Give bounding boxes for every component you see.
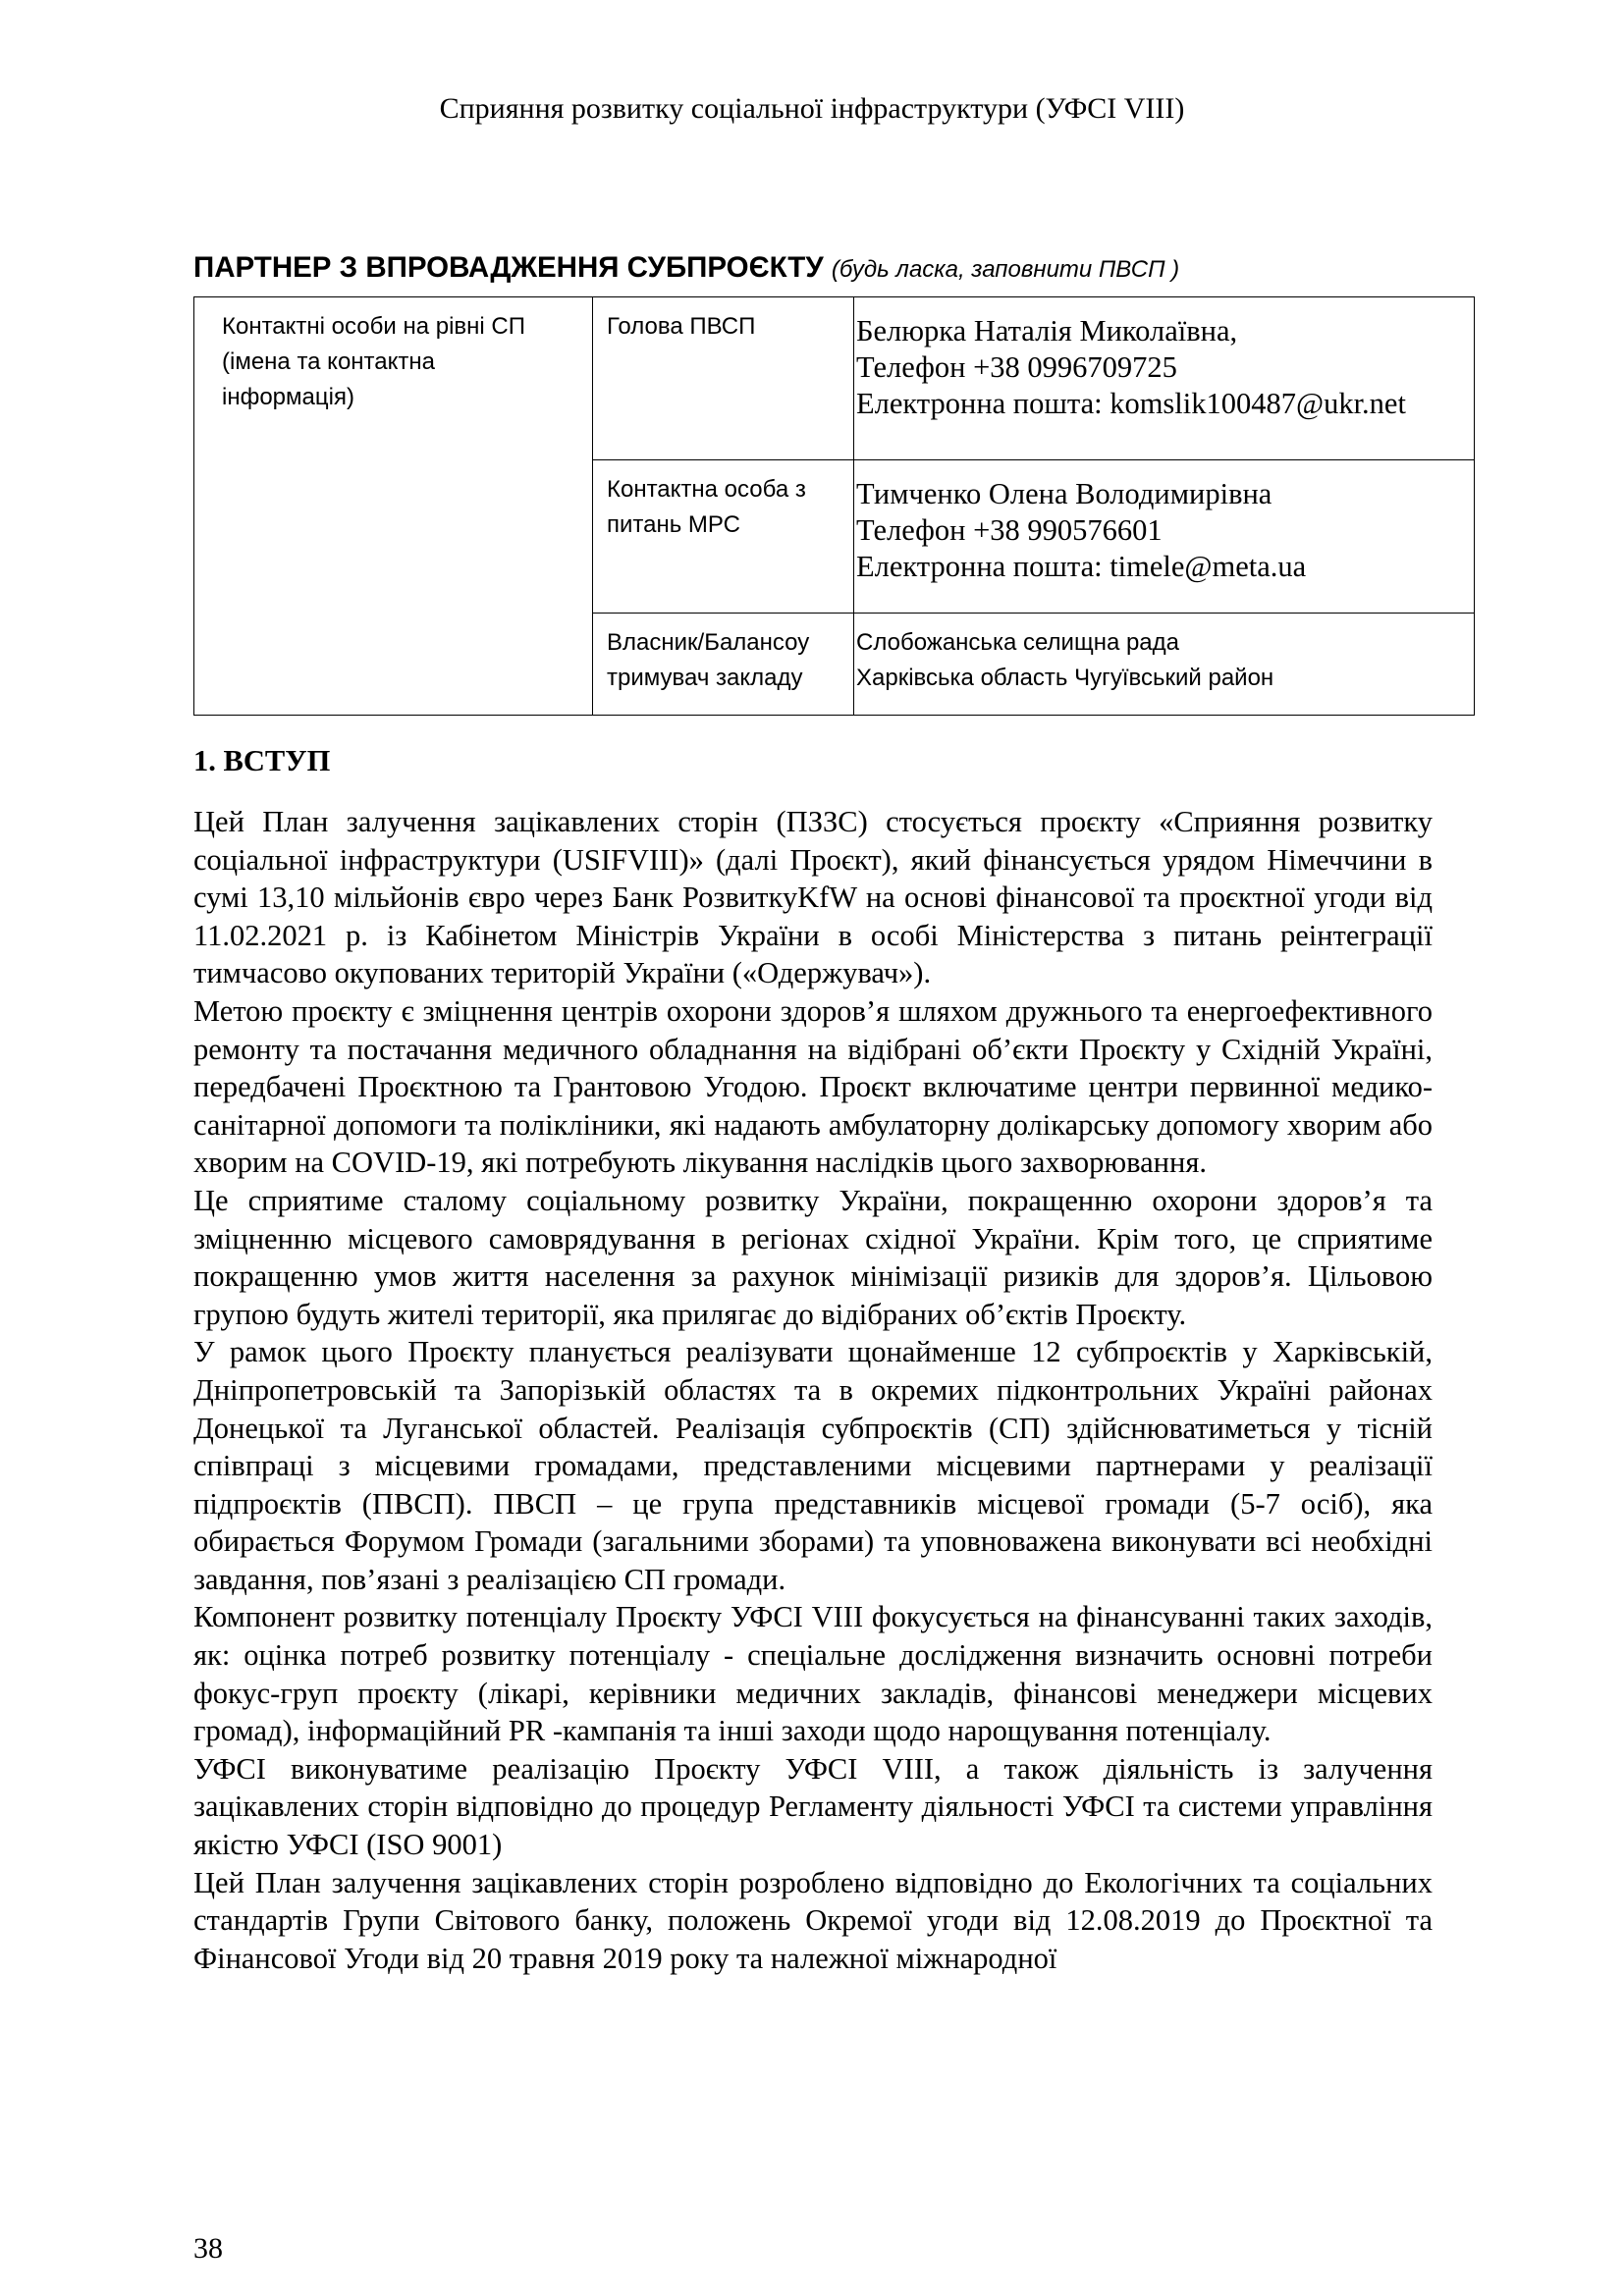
partner-contacts-table <box>193 296 1475 716</box>
intro-section-title: 1. ВСТУП <box>193 744 331 777</box>
role-cell-head <box>593 297 854 460</box>
details-line: Електронна пошта: timele@meta.ua <box>856 550 1307 583</box>
details-line: Телефон +38 0996709725 <box>856 350 1177 384</box>
role-line: Голова ПВСП <box>607 313 756 340</box>
details-line: Слобожанська селищна рада <box>856 629 1180 656</box>
page-number: 38 <box>193 2232 223 2265</box>
contacts-row-header-cell <box>194 297 593 716</box>
role-line: тримувач закладу <box>607 665 803 691</box>
intro-paragraph: Цей План залучення зацікавлених сторін (ПЗЗС) стосується проєкту «Сприяння розвитку соціальної інфраструктури (USIFVIII)» (далі Проєкт), який фінансується урядом Німеччини в сумі 13,10 мільйонів євро через Банк РозвиткуKfW на основі фінансової та проєктної угоди від 11.02.2021 р. із Кабінетом Міністрів України в особі Міністерства з питань реінтеграції тимчасово окупованих територій України («Одержувач»). <box>193 805 1433 990</box>
partner-heading-note: (будь ласка, заповнити ПВСП ) <box>831 256 1180 283</box>
running-header: Сприяння розвитку соціальної інфраструктури (УФСІ VIII) <box>439 92 1185 125</box>
details-line: Харківська область Чугуївський район <box>856 665 1274 691</box>
intro-body <box>193 803 1433 1977</box>
partner-heading-title: ПАРТНЕР З ВПРОВАДЖЕННЯ СУБПРОЄКТУ <box>193 251 824 284</box>
intro-paragraph: Метою проєкту є зміцнення центрів охорони здоров’я шляхом дружнього та енергоефективного ремонту та постачання медичного обладнання на відібрані об’єкти Проєкту у Східній Україні, передбачені Проєктною та Грантовою Угодою. Проєкт включатиме центри первинної медико-санітарної допомоги та полікліники, які надають амбулаторну долікарську допомогу хворим або хворим на COVID-19, які потребують лікування наслідків цього захворювання. <box>193 993 1433 1180</box>
details-cell-owner <box>854 614 1475 716</box>
role-line: Контактна особа з <box>607 476 806 503</box>
row-header-line: інформація) <box>222 384 354 410</box>
details-line: Белюрка Наталія Миколаївна, <box>856 314 1238 347</box>
details-line: Тимченко Олена Володимирівна <box>856 477 1272 510</box>
row-header-line: Контактні особи на рівні СП <box>222 313 525 340</box>
role-cell-owner <box>593 614 854 716</box>
role-line: питань МРС <box>607 511 740 538</box>
table-row <box>194 297 1475 460</box>
intro-paragraph: Компонент розвитку потенціалу Проєкту УФСІ VIII фокусується на фінансуванні таких заходів, як: оцінка потреб розвитку потенціалу - спеціальне дослідження визначить основні потреби фокус-груп проєкту (лікарі, керівники медичних закладів, фінансові менеджери місцевих громад), інформаційний PR -кампанія та інші заходи щодо нарощування потенціалу. <box>193 1600 1433 1748</box>
partner-section-heading <box>193 251 1470 285</box>
row-header-line: (імена та контактна <box>222 348 435 375</box>
intro-paragraph: Цей План залучення зацікавлених сторін розроблено відповідно до Екологічних та соціальних стандартів Групи Світового банку, положень Окремої угоди від 12.08.2019 до Проєктної та Фінансової Угоди від 20 травня 2019 року та належної міжнародної <box>193 1865 1433 1975</box>
details-line: Телефон +38 990576601 <box>856 513 1163 547</box>
intro-paragraph: У рамок цього Проєкту планується реалізувати щонайменше 12 субпроєктів у Харківській, Дніпропетровській та Запорізькій областях та в окремих підконтрольних Україні районах Донецької та Луганської областей. Реалізація субпроєктів (СП) здійснюватиметься у тісній співпраці з місцевими громадами, представленими місцевими партнерами у реалізації підпроєктів (ПВСП). ПВСП – це група представників місцевої громади (5-7 осіб), яка обирається Форумом Громади (загальними зборами) та уповноважена виконувати всі необхідні завдання, пов’язані з реалізацією СП громади. <box>193 1335 1433 1596</box>
intro-paragraph: УФСІ виконуватиме реалізацію Проєкту УФСІ VIII, а також діяльність із залучення зацікавлених сторін відповідно до процедур Регламенту діяльності УФСІ та системи управління якістю УФСІ (ISO 9001) <box>193 1751 1433 1862</box>
intro-paragraph: Це сприятиме сталому соціальному розвитку України, покращенню охорони здоров’я та зміцненню місцевого самоврядування в регіонах східної України. Крім того, це сприятиме покращенню умов життя населення за рахунок мінімізації ризиків для здоров’я. Цільовою групою будуть жителі території, яка прилягає до відібраних об’єктів Проєкту. <box>193 1183 1433 1331</box>
details-cell-mrs-contact <box>854 460 1475 614</box>
role-cell-mrs-contact <box>593 460 854 614</box>
role-line: Власник/Балансоу <box>607 629 810 656</box>
details-cell-head <box>854 297 1475 460</box>
details-line: Електронна пошта: komslik100487@ukr.net <box>856 387 1406 420</box>
